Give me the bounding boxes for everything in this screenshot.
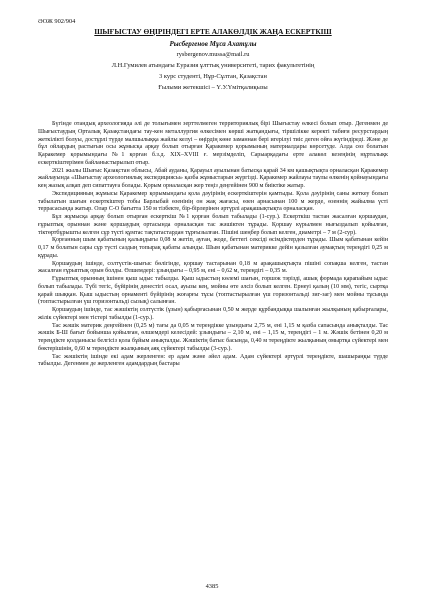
affiliation-line-1: Л.Н.Гумилев атындағы Еуразия ұлттық университеті, тарих факультетінің — [111, 62, 315, 69]
paragraph: 2021 жылы Шығыс Қазақстан облысы, Абай ауданы, Қарауыл ауылынан батысқа қарай 34 км қашықтықта орналасқан Қаракемер жайлауында «Шығыстау археологиялық экспедициясы» қазба жұмыстарын жүргізді. Қаракемер жайлауы таулы өлкенің қойнауындағы кең жазық алқап деп сипаттауға болады. Қорым орналасқан жер теңіз деңгейінен 900 м биіктіке жатыр. — [38, 167, 388, 189]
paragraph: Бұл жұмысқа арқау болып отырған ескерткіш №1 қорған болып табылады (1-сур.). Ескерткіш тастан жасалған қоршаудан, ғұрыптық орыннан және қоршаудың ортасында орналасқан тас жәшіктен тұрады. Қоршау күрылмен нығыздалып қойылған, тіктөртбұрышты келген сұр түсті құмтас тақтатастардан тұрғызылған. Пішіні шеңбер болып келген, диаметрі – 7 м (2-сур). — [38, 214, 388, 236]
article-title: ШЫҒЫСТАУ ӨҢІРІНДЕГІ ЕРТЕ АЛАКӨЛДІК ЖАҢА ЕСКЕРТКІШ — [94, 27, 332, 36]
page-number: 4385 — [205, 583, 219, 590]
paragraph: Тас жәшік материк деңгейінен (0,25 м) тағы да 0,05 м тереңдікке ұзындығы 2,75 м, ені 1,15 м қазба сапасында анықталды. Тас жәшік Б-Ш бағыт бойынша қойылған, өлшемдері келесідей: ұзындығы – 2,10 м, ені – 1,15 м, тереңдігі – 1 м. Жәшік бетінен 0,20 м тереңдікте қолданысы белгісіз қола бұйым анықталды. Жәшіктің батыс басында, 0,40 м тереңдікте жылқының омыртқа сүйектері мен бөктерішінің, 0,60 м тереңдікте жылқының аяқ сүйектері табылды (3-сур.). — [38, 322, 388, 352]
article-body — [38, 121, 388, 369]
author-name: Рысбергенов Мұса Ахатұлы — [169, 40, 257, 48]
author-email: rysbergenov.mussa@mail.ru — [176, 51, 250, 58]
affiliation-line-2: 3 курс студенті, Нұр-Сұлтан, Қазақстан — [159, 73, 267, 80]
supervisor-line: Ғылыми жетекшісі – Ү.У.Үмітқалиқызы — [158, 84, 268, 91]
paragraph: Қорғанның шым қабатының қалыңдығы 0,08 м жетіп, ауған, жоде, беттегі сексіді өсімдіктерден тұрады. Шым қабатынан кейін 0,17 м болатын сары сұр түсті саздың топырақ қабаты алынды. Шым қабатынан материкке дейін қазылған аумақтың тереңдігі 0,25 м құрады. — [38, 237, 388, 259]
paragraph: Экспедицияның жұмысы Қаракемер қорымындағы қола дәуірінің ескерткіштерін қамтыды. Қола дәуірінің саны жеткеу болып табылатын шағын ескерткіштер тобы Барлыбай өзенінің он жақ жағасы, өзен арнасынан 100 м жерде, өзеннің жайылма үсті террасасында жатыр. Олар С-О бағытта 150 м тізбекте, бір-бірлерінен әртүрлі арақашықтықта орналасқан. — [38, 190, 388, 213]
paragraph: Бүгінде отандық археологияда әлі де толығымен зерттелмеген территориялық бірі Шығыстау өлкесі болып отыр. Дегенмен де Шығыстаудың Орталық Қазақстандағы тау-кен металлургия өлкесімен көрші жатқандығы, тіршілікке керекті табиғи ресурстардың жеткілікті болуы, достұрлі түрде малшылыққа жайлы келуі – өңірдің көне заманнан бері игерілуі тиіс деген ойға жүгіндіреді. Және де бұл ойлардың растығын осы жұмысқа арқау болып отырған Қаракемер қорымының материалдары көрсетуде. Алда сөз болатын Қаракемер қорымындағы №1 қорған б.з.д. XIX–XVIII ғ. мерзімделіп, Сарыарқадағы ерте алакөл кезеңінің нұрталықк ескерткіштерімен байланыстырылып отыр. — [38, 121, 388, 166]
paragraph: Қоршаудың ішінде, тас жәшіктің солтүстік (ұзын) қабырғасынан 0,50 м жерде құрбандыққа шалынған жылқының қабырғалары, жілік сүйектері мен тістері табылды (1-сур.). — [38, 307, 388, 321]
paragraph: Қоршаудың ішінде, солтүстік-шығыс бөлігінде, қоршау тастарынан 0,18 м арақашықтықта пішіні сопақша келген, тастан жасалған ғұрыптық орын болды. Өлшемдері: ұзындығы – 0,95 м, ені – 0,62 м, тереңдігі – 0,35 м. — [38, 260, 388, 275]
udk-code: ӘОЖ 902/904 — [38, 18, 76, 25]
paragraph: Тас жәшіктің ішінде екі адам жерленген: ер адам және әйел адам. Адам сүйектері әртүрлі тереңдікте, шашыраңқы түрде табылды. Дегенмен де жерленген адамдардың бастары — [38, 353, 388, 368]
paragraph: Ғұрыптық орынның ішінен қыш ыдыс табылды. Қыш ыдыстың көлемі шағын, горшок тәрізді, ашық формада қарапайым ыдыс болып табылады. Түбі тегіс, бүйірінің денестігі осал, ауызы кең, мойны өте әлсіз болып келген. Ернеуі қалың (10 мм), тегіс, сыртқа қарай шыққан. Қыш ыдыстың орнаменті бүйірінің жоғарғы тұсы (топтастырылған үш горизонтальді зиг-заг) мен мойны тұсында (топтастырылған үш горизонтальді сызық) салынған. — [38, 276, 388, 306]
